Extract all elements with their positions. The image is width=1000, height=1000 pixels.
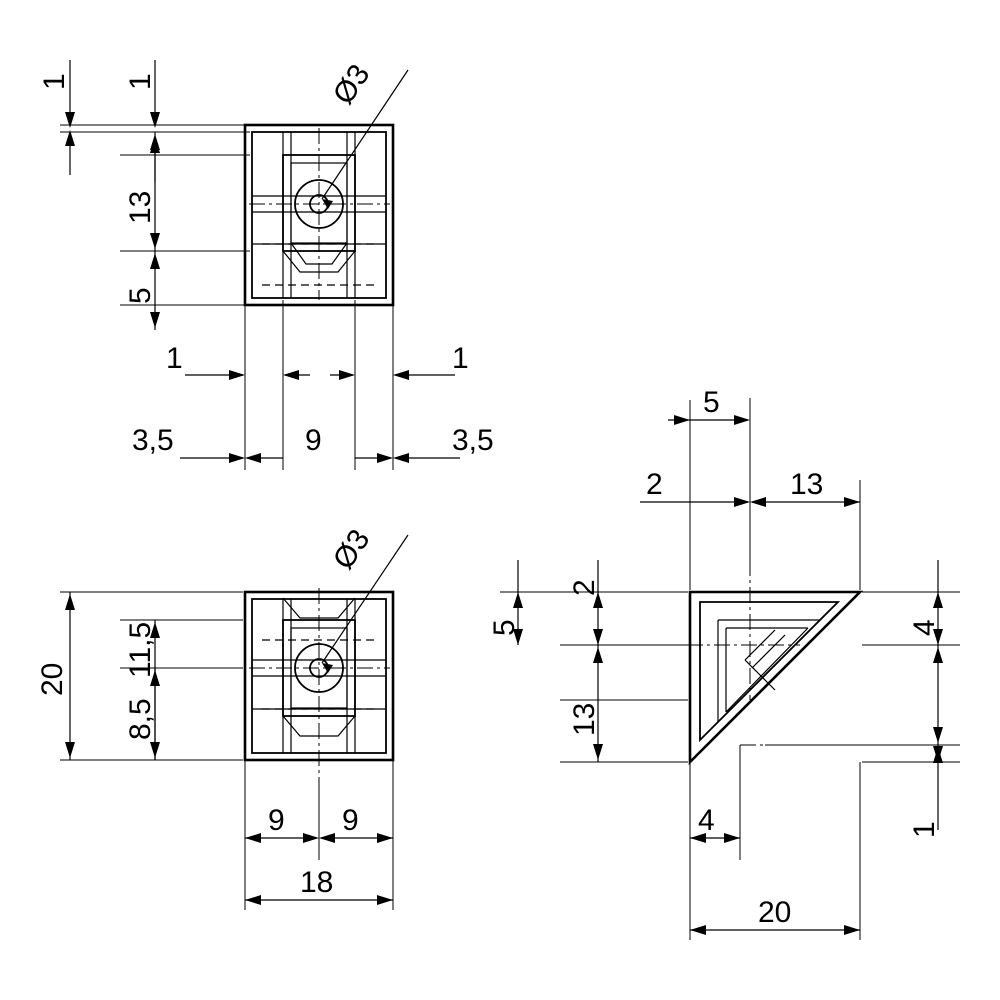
dim-side-2-left: 2 <box>568 579 601 596</box>
dim-front-9-left: 9 <box>268 804 285 837</box>
dim-top-3-5-right: 3,5 <box>452 424 494 457</box>
dim-side-20-bottom: 20 <box>758 896 792 929</box>
dim-front-hole: Ø3 <box>326 523 377 576</box>
dim-front-18: 18 <box>300 866 334 899</box>
dim-side-2-top: 2 <box>646 468 663 501</box>
dim-side-13-top: 13 <box>790 468 824 501</box>
front-view <box>36 524 408 910</box>
dim-top-9: 9 <box>305 424 322 457</box>
dim-front-20: 20 <box>36 662 69 696</box>
dim-front-11-5: 11,5 <box>124 621 157 678</box>
dim-side-5-left: 5 <box>488 619 521 636</box>
dim-top-3-5-left: 3,5 <box>132 424 174 457</box>
dim-side-1-right: 1 <box>908 821 941 838</box>
dim-side-4-right: 4 <box>908 619 941 636</box>
dim-side-4-bottom: 4 <box>698 804 715 837</box>
dim-top-1-bottom-left: 1 <box>166 342 183 375</box>
dim-top-1-inner: 1 <box>124 73 157 90</box>
side-view <box>488 386 960 940</box>
top-view <box>38 59 494 470</box>
dim-top-1-bottom-right: 1 <box>452 342 469 375</box>
dim-side-13-left: 13 <box>568 702 601 736</box>
dim-top-13: 13 <box>124 190 157 224</box>
dim-top-5: 5 <box>124 287 157 304</box>
dim-top-hole: Ø3 <box>326 58 377 111</box>
dim-front-9-right: 9 <box>342 804 359 837</box>
dim-top-1-left: 1 <box>38 73 71 90</box>
dim-front-8-5: 8,5 <box>124 698 157 740</box>
dim-side-5-top: 5 <box>703 386 720 419</box>
